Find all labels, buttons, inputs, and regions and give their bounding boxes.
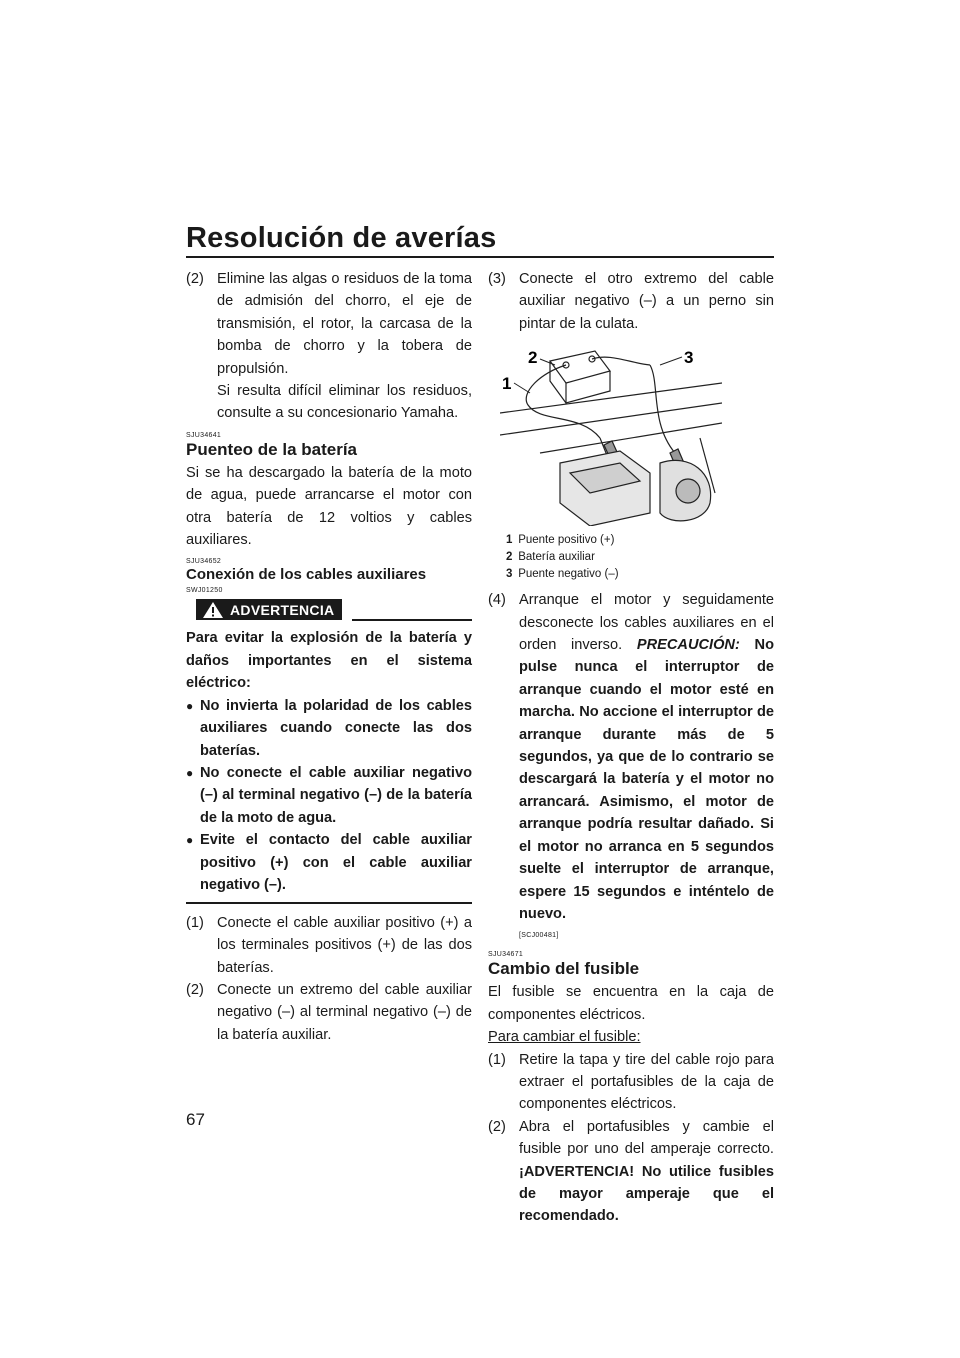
legend-item: 3 Puente negativo (–) <box>506 568 619 581</box>
section-code: SJU34671 <box>488 951 524 959</box>
page-number: 67 <box>186 1110 205 1129</box>
step-4-start: (4) Arranque el motor y seguidamente desconecte los cables auxiliares en el orden inverso. PRECAUCIÓN: No pulse nunca el interruptor de arranque cuando el motor esté en marcha. No accione el interruptor de arranque durante más de 5 segundos, ya que de lo contrario se descargará la batería y el motor no arrancará. Asimismo, el motor de arranque podría resultar dañado. Si el motor no arranca en 5 segundos suelte el interruptor de arranque, espere 15 segundos e inténtelo de nuevo. <box>488 592 775 922</box>
heading-jumper-cables: Conexión de los cables auxiliares <box>186 566 427 584</box>
warning-bullet: ● No conecte el cable auxiliar negativo (–) al terminal negativo (–) de la batería de la moto de agua. <box>186 762 472 829</box>
fuse-paragraph: El fusible se encuentra en la caja de componentes eléctricos. <box>488 984 774 1023</box>
fuse-step-2: (2) Abra el portafusibles y cambie el fusible por uno del amperaje correcto. ¡ADVERTENCIA! No utilice fusibles de mayor amperaje que el recomendado. <box>488 1118 774 1225</box>
callout-3: 3 <box>684 348 694 368</box>
caution-code: [SCJ00481] <box>519 932 559 940</box>
step-2-connect: (2) Conecte un extremo del cable auxiliar negativo (–) al terminal negativo (–) de la batería auxiliar. <box>186 982 472 1043</box>
step-text: Elimine las algas o residuos de la toma de admisión del chorro, el eje de transmisión, el rotor, la carcasa de la bomba de chorro y la tobera de propulsión. Si resulta difícil eliminar los residuos, consulte a su concesionario Yamaha. <box>217 271 472 422</box>
fuse-warning: ¡ADVERTENCIA! No utilice fusibles de mayor amperaje que el recomendado. <box>519 1163 774 1225</box>
legend-item: 1 Puente positivo (+) <box>506 534 615 547</box>
warning-bullet: ● No invierta la polaridad de los cables auxiliares cuando conecte las dos baterías. <box>186 695 472 762</box>
header-rule <box>186 256 774 258</box>
jumper-cable-illustration <box>500 343 722 526</box>
step-3-connect: (3) Conecte el otro extremo del cable auxiliar negativo (–) a un perno sin pintar de la culata. <box>488 271 774 332</box>
warning-code: SWJ01250 <box>186 587 223 595</box>
fuse-step-1: (1) Retire la tapa y tire del cable rojo para extraer el portafusibles de la caja de componentes eléctricos. <box>488 1051 774 1113</box>
warning-triangle-icon <box>202 601 224 619</box>
warning-end-rule <box>186 902 472 904</box>
warning-bullet: ● Evite el contacto del cable auxiliar positivo (+) con el cable auxiliar negativo (–). <box>186 829 472 896</box>
warning-rule <box>352 619 472 621</box>
battery-paragraph: Si se ha descargado la batería de la moto de agua, puede arrancarse el motor con otra batería de 12 voltios y cables auxiliares. <box>186 464 472 549</box>
bullet-dot-icon: ● <box>186 698 194 713</box>
legend-item: 2 Batería auxiliar <box>506 551 595 564</box>
right-column <box>488 268 774 1228</box>
warning-banner <box>186 599 472 621</box>
caution-text: No pulse nunca el interruptor de arranque cuando el motor esté en marcha. No accione el interruptor de arranque durante más de 5 segundos, ya que de lo contrario se descargará la batería y el motor no arrancará. Asimismo, el motor de arranque podría resultar dañado. Si el motor no arranca en 5 segundos suelte el interruptor de arranque, espere 15 segundos e inténtelo de nuevo. <box>519 637 775 922</box>
figure-legend <box>506 532 774 583</box>
step-1-connect: (1) Conecte el cable auxiliar positivo (+) a los terminales positivos (+) de las dos baterías. <box>186 914 472 976</box>
warning-label: ADVERTENCIA <box>196 599 342 620</box>
heading-fuse: Cambio del fusible <box>488 959 640 979</box>
bullet-dot-icon: ● <box>186 833 194 848</box>
footer-bar <box>0 1300 960 1358</box>
battery-engine-drawing <box>500 343 722 526</box>
bullet-dot-icon: ● <box>186 765 194 780</box>
fuse-subheading: Para cambiar el fusible: <box>488 1029 641 1046</box>
step-number: (2) <box>186 271 204 287</box>
callout-1: 1 <box>502 374 512 394</box>
heading-battery-jump: Puenteo de la batería <box>186 439 357 459</box>
left-column <box>186 268 472 1046</box>
watermark: carmanualsonline.info <box>752 1330 883 1345</box>
step-2-clean <box>186 268 472 425</box>
warning-intro: Para evitar la explosión de la batería y daños importantes en el sistema eléctrico: <box>186 630 472 692</box>
page-title: Resolución de averías <box>186 222 497 254</box>
caution-label: PRECAUCIÓN: <box>636 637 740 654</box>
section-code: SJU34641 <box>186 431 222 439</box>
section-code: SJU34652 <box>186 558 222 566</box>
callout-2: 2 <box>528 348 538 368</box>
